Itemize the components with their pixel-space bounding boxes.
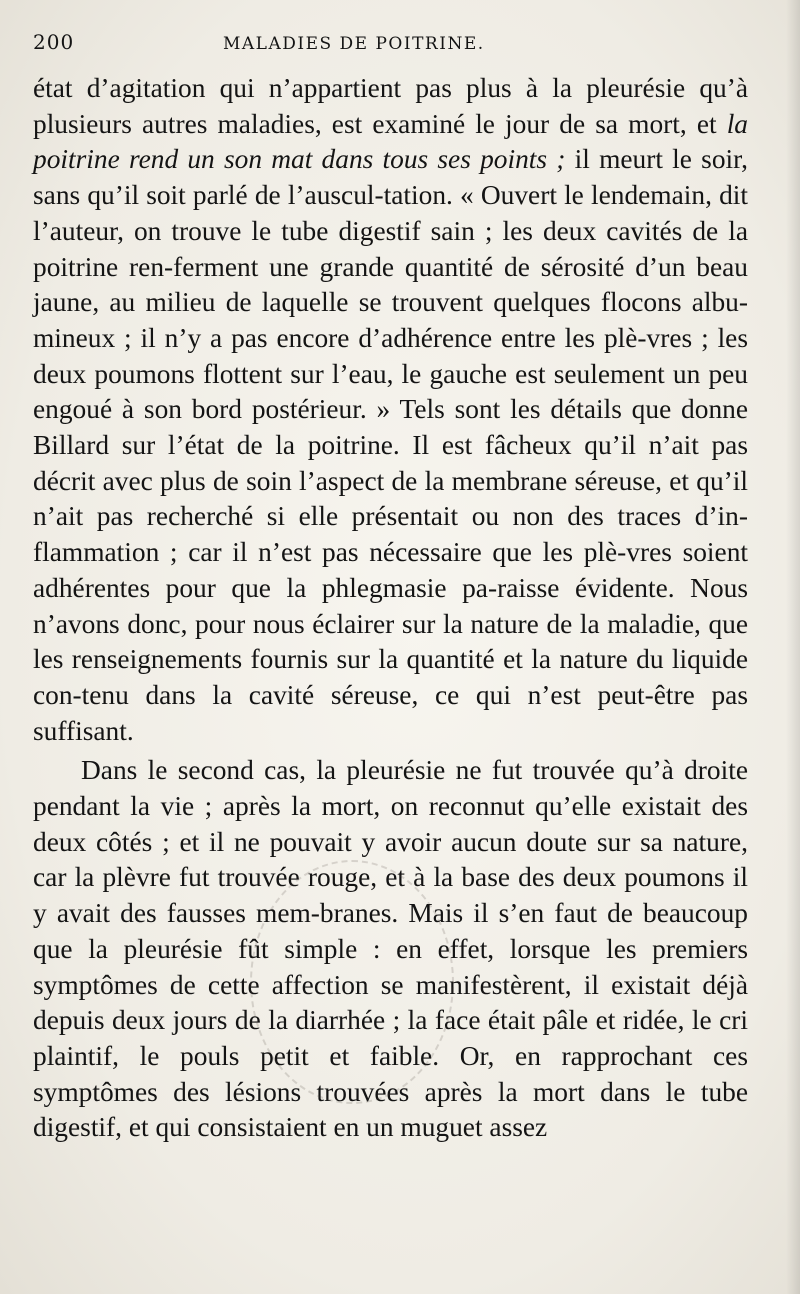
paragraph-2: Dans le second cas, la pleurésie ne fut trouvée qu’à droite pendant la vie ; après la mort, on reconnut qu’elle existait des deux côtés ; et il ne pouvait y avoir aucun doute sur sa nature, car la plèvre fut trouvée rouge, et à la base des deux poumons il y avait des fausses mem-branes. Mais il s’en faut de beaucoup que la pleurésie fût simple : en effet, lorsque les premiers symptômes de cette affection se manifestèrent, il existait déjà depuis deux jours de la diarrhée ; la face était pâle et ridée, le cri plaintif, le pouls petit et faible. Or, en rapprochant ces symptômes des lésions trouvées après la mort dans le tube digestif, et qui consistaient en un muguet assez bbox=[33, 755, 748, 1143]
page-number: 200 bbox=[33, 30, 75, 54]
paragraph-1-italic: la poitrine rend un son mat dans tous ses points ; bbox=[33, 108, 748, 175]
page-header bbox=[33, 30, 748, 68]
page-edge-shadow bbox=[786, 0, 800, 1294]
paragraph-1 bbox=[33, 71, 748, 749]
body-text bbox=[33, 71, 748, 1146]
paragraph-1-text-a: état d’agitation qui n’appartient pas plus à la pleurésie qu’à plusieurs autres maladies, est examiné le jour de sa mort, et bbox=[33, 73, 748, 139]
running-title: MALADIES DE POITRINE. bbox=[223, 34, 485, 54]
paragraph-1-text-b: il meurt le soir, sans qu’il soit parlé de l’auscul-tation. « Ouvert le lendemain, dit l’auteur, on trouve le tube digestif sain ; les deux cavités de la poitrine ren-ferment une grande quantité de sérosité d’un beau jaune, au milieu de laquelle se trouvent quelques flocons albu-mineux ; il n’y a pas encore d’adhérence entre les plè-vres ; les deux poumons flottent sur l’eau, le gauche est seulement un peu engoué à son bord postérieur. » Tels sont les détails que donne Billard sur l’état de la poitrine. Il est fâcheux qu’il n’ait pas décrit avec plus de soin l’aspect de la membrane séreuse, et qu’il n’ait pas recherché si elle présentait ou non des traces d’in-flammation ; car il n’est pas nécessaire que les plè-vres soient adhérentes pour que la phlegmasie pa-raisse évidente. Nous n’avons donc, pour nous éclairer sur la nature de la maladie, que les renseignements fournis sur la quantité et la nature du liquide con-tenu dans la cavité séreuse, ce qui n’est peut-être pas suffisant. bbox=[33, 144, 749, 746]
